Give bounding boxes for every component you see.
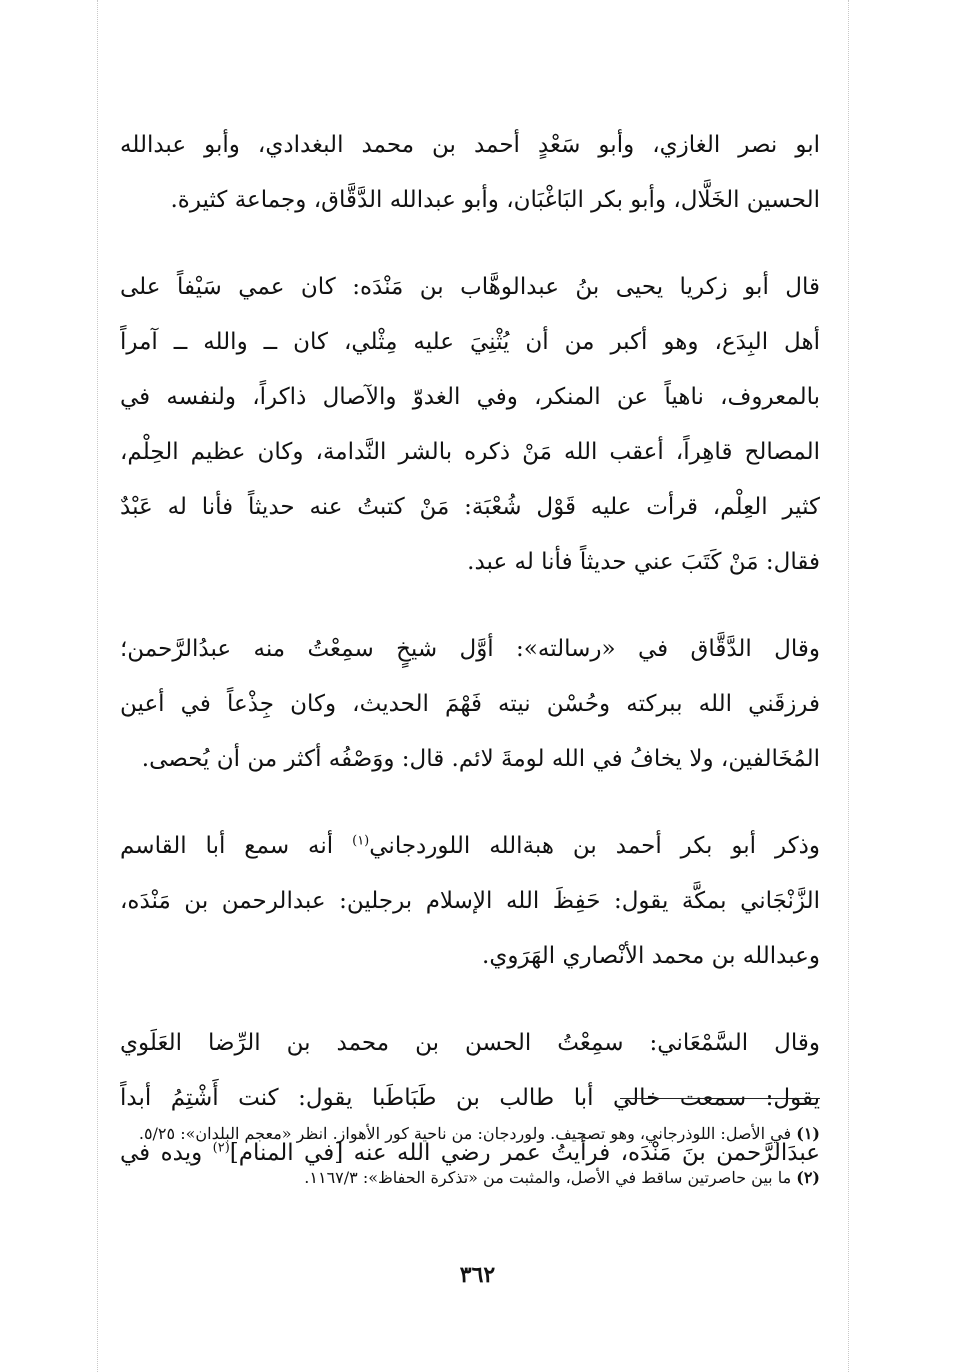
line-text: وذكر أبو بكر أحمد بن هبةالله اللوردجاني bbox=[369, 833, 820, 859]
margin-rule-left bbox=[97, 0, 98, 1372]
text-line: فرزقَني الله ببركته وحُسْن نيته فَهْمَ الحديث، وكان جِذْعاً في أعين bbox=[120, 691, 820, 717]
text-line: الحسين الخَلَّال، وأبو بكر البَاغْبَان، وأبو عبدالله الدَّقَّاق، وجماعة كثيرة. bbox=[170, 187, 820, 213]
text-line: يقول: سمعت خالي أبا طالب بن طَبَاطَبا يقول: كنت أَشْتِمُ أبداً bbox=[120, 1085, 820, 1111]
text-line: المصالح قاهِراً، أعقب الله مَنْ ذكره بالشر النَّدامة، وكان عظيم الحِلْم، bbox=[120, 439, 820, 465]
text-line bbox=[120, 819, 820, 874]
text-line: كثير العِلْم، قرأت عليه قَوْل شُعْبَة: مَنْ كتبتُ عنه حديثاً فأنا له عَبْدٌ bbox=[120, 494, 820, 520]
paragraph-2 bbox=[120, 260, 820, 590]
paragraph-3 bbox=[120, 622, 820, 787]
footnote-2 bbox=[120, 1159, 820, 1197]
footnote-ref-1[interactable]: (١) bbox=[352, 833, 370, 849]
footnote-1 bbox=[120, 1115, 820, 1156]
body-text bbox=[120, 118, 820, 1213]
text-line: وقال الدَّقَّاق في «رسالته»: أوَّل شيخٍ سمِعْتُ منه عبدُالرَّحمن؛ bbox=[120, 636, 820, 662]
footnote-separator bbox=[620, 1098, 820, 1099]
text-line: وقال السَّمْعَاني: سمِعْتُ الحسن بن محمد بن الرِّضا العَلَوي bbox=[120, 1030, 820, 1056]
text-line: بالمعروف، ناهياً عن المنكر، وفي الغدوّ والآصال ذاكراً، ولنفسه في bbox=[120, 384, 820, 410]
footnote-ref-2[interactable]: (٢) bbox=[212, 1140, 230, 1156]
footnotes bbox=[120, 1115, 820, 1203]
footnote-text: في الأصل: اللوذرجاني، وهو تصحيف. ولوردجان: من ناحية كور الأهواز. انظر «معجم البلدان»: ٥/٢٥. bbox=[138, 1124, 792, 1143]
line-text: عبدَالرَّحمن بنَ مَنْدَه، فرأيتُ عمر رضي الله عنه [في المنام] bbox=[229, 1140, 820, 1166]
paragraph-1 bbox=[120, 118, 820, 228]
line-text: ويده في bbox=[120, 1140, 213, 1166]
footnote-number: (١) bbox=[796, 1124, 820, 1143]
page-number: ٣٦٢ bbox=[459, 1262, 496, 1288]
footnote-number: (٢) bbox=[796, 1168, 820, 1187]
text-line: المُخَالفين، ولا يخافُ في الله لومةَ لائم. قال: ووَصْفُه أكثر من أن يُحصى. bbox=[141, 746, 820, 772]
text-line: ابو نصر الغازي، وأبو سَعْدٍ أحمد بن محمد البغدادي، وأبو عبدالله bbox=[120, 132, 820, 158]
text-line: أهل البِدَع، وهو أكبر من أن يُثْنِيَ عليه مِثْلي، كان ــ والله ــ آمراً bbox=[120, 329, 820, 355]
paragraph-4 bbox=[120, 819, 820, 984]
footnote-text: ما بين حاصرتين ساقط في الأصل، والمثبت من «تذكرة الحفاظ»: ١١٦٧/٣. bbox=[304, 1168, 792, 1187]
text-line: وعبدالله بن محمد الأنْصاري الهَرَوي. bbox=[482, 943, 820, 969]
text-line: الزَّنْجَاني بمكَّة يقول: حَفِظَ الله الإسلام برجلين: عبدالرحمن بن مَنْدَه، bbox=[120, 888, 820, 914]
text-line: فقال: مَنْ كَتَبَ عني حديثاً فأنا له عبد. bbox=[467, 549, 820, 575]
margin-rule-right bbox=[848, 0, 849, 1372]
text-line: قال أبو زكريا يحيى بنُ عبدالوهَّاب بن مَنْدَه: كان عمي سَيْفاً على bbox=[120, 274, 820, 300]
line-text: أنه سمع أبا القاسم bbox=[120, 833, 353, 859]
